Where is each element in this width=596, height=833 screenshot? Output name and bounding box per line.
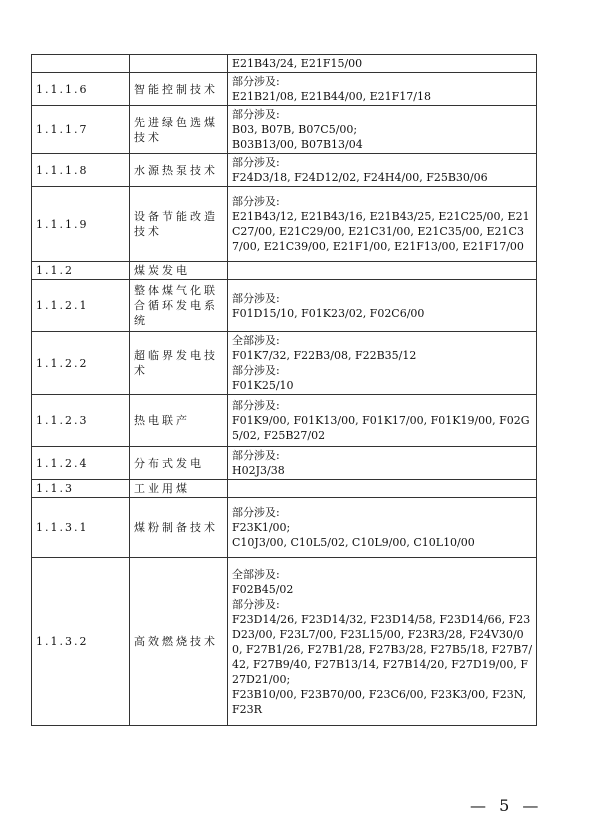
section-number: 1.1.3	[32, 480, 130, 498]
code-line: 部分涉及:	[232, 156, 280, 169]
section-number: 1.1.2.3	[32, 395, 130, 447]
code-line: F01K25/10	[232, 379, 294, 392]
classification-codes	[228, 447, 537, 480]
code-line: E21B43/12, E21B43/16, E21B43/25, E21C25/00, E21C27/00, E21C29/00, E21C31/00, E21C35/00, E21C37/00, E21C39/00, E21F1/00, E21F13/00, E21F17/00	[232, 210, 530, 253]
classification-codes	[228, 73, 537, 106]
section-number: 1.1.1.7	[32, 106, 130, 154]
section-number: 1.1.1.8	[32, 154, 130, 187]
code-line: 部分涉及:	[232, 108, 280, 121]
code-line: 部分涉及:	[232, 75, 280, 88]
code-line: F24D3/18, F24D12/02, F24H4/00, F25B30/06	[232, 171, 488, 184]
code-line: H02J3/38	[232, 464, 285, 477]
classification-codes	[228, 280, 537, 332]
table-row	[32, 498, 537, 558]
technology-name: 煤炭发电	[130, 262, 228, 280]
code-line: 部分涉及:	[232, 195, 280, 208]
technology-name: 高效燃烧技术	[130, 558, 228, 726]
code-line: E21B43/24, E21F15/00	[232, 57, 363, 70]
code-line: 部分涉及:	[232, 449, 280, 462]
code-line: F23K1/00;	[232, 521, 291, 534]
code-line: F01K9/00, F01K13/00, F01K17/00, F01K19/00, F02G5/02, F25B27/02	[232, 414, 530, 442]
code-line: 部分涉及:	[232, 506, 280, 519]
table-row	[32, 447, 537, 480]
classification-codes	[228, 558, 537, 726]
section-number: 1.1.3.1	[32, 498, 130, 558]
section-number: 1.1.3.2	[32, 558, 130, 726]
table-row	[32, 106, 537, 154]
section-number: 1.1.1.6	[32, 73, 130, 106]
technology-name: 热电联产	[130, 395, 228, 447]
section-number: 1.1.2.4	[32, 447, 130, 480]
section-number: 1.1.2.2	[32, 332, 130, 395]
classification-codes	[228, 106, 537, 154]
code-line: F01D15/10, F01K23/02, F02C6/00	[232, 306, 425, 320]
page-number: — 5 —	[470, 796, 543, 815]
code-line: F02B45/02	[232, 582, 294, 596]
table-row	[32, 332, 537, 395]
technology-name: 整体煤气化联合循环发电系统	[130, 280, 228, 332]
technology-name: 先进绿色选煤技术	[130, 106, 228, 154]
technology-name: 超临界发电技术	[130, 332, 228, 395]
table-body	[32, 55, 537, 726]
classification-codes	[228, 498, 537, 558]
code-line: B03, B07B, B07C5/00;	[232, 123, 358, 136]
code-line: 全部涉及:	[232, 334, 280, 347]
classification-codes	[228, 262, 537, 280]
code-line: 全部涉及:	[232, 567, 280, 581]
section-number	[32, 55, 130, 73]
table-row	[32, 280, 537, 332]
code-line: B03B13/00, B07B13/04	[232, 138, 363, 151]
classification-codes	[228, 154, 537, 187]
technology-name: 煤粉制备技术	[130, 498, 228, 558]
section-number: 1.1.1.9	[32, 187, 130, 262]
section-number: 1.1.2	[32, 262, 130, 280]
technology-name: 水源热泵技术	[130, 154, 228, 187]
table-row	[32, 187, 537, 262]
classification-codes	[228, 332, 537, 395]
code-line: F23D14/26, F23D14/32, F23D14/58, F23D14/66, F23D23/00, F23L7/00, F23L15/00, F23R3/28, F24V30/00, F27B1/26, F27B1/28, F27B3/28, F27B5/18, F27B7/42, F27B9/40, F27B13/14, F27B14/20, F27D19/00, F27D21/00;	[232, 612, 533, 686]
code-line: 部分涉及:	[232, 399, 280, 412]
classification-codes	[228, 187, 537, 262]
technology-name: 设备节能改造技术	[130, 187, 228, 262]
code-line: 部分涉及:	[232, 291, 280, 305]
technology-name: 智能控制技术	[130, 73, 228, 106]
table-row	[32, 558, 537, 726]
classification-codes	[228, 395, 537, 447]
code-line: F23B10/00, F23B70/00, F23C6/00, F23K3/00, F23N, F23R	[232, 687, 527, 716]
code-line: 部分涉及:	[232, 364, 280, 377]
table-row	[32, 395, 537, 447]
table-row	[32, 55, 537, 73]
table-row	[32, 480, 537, 498]
classification-codes	[228, 480, 537, 498]
code-line: E21B21/08, E21B44/00, E21F17/18	[232, 90, 431, 103]
table-row	[32, 262, 537, 280]
technology-name	[130, 55, 228, 73]
classification-codes	[228, 55, 537, 73]
technology-name: 工业用煤	[130, 480, 228, 498]
table-row	[32, 154, 537, 187]
technology-name: 分布式发电	[130, 447, 228, 480]
code-line: 部分涉及:	[232, 597, 280, 611]
table-row	[32, 73, 537, 106]
code-line: C10J3/00, C10L5/02, C10L9/00, C10L10/00	[232, 536, 475, 549]
code-line: F01K7/32, F22B3/08, F22B35/12	[232, 349, 417, 362]
classification-table	[31, 54, 537, 726]
section-number: 1.1.2.1	[32, 280, 130, 332]
